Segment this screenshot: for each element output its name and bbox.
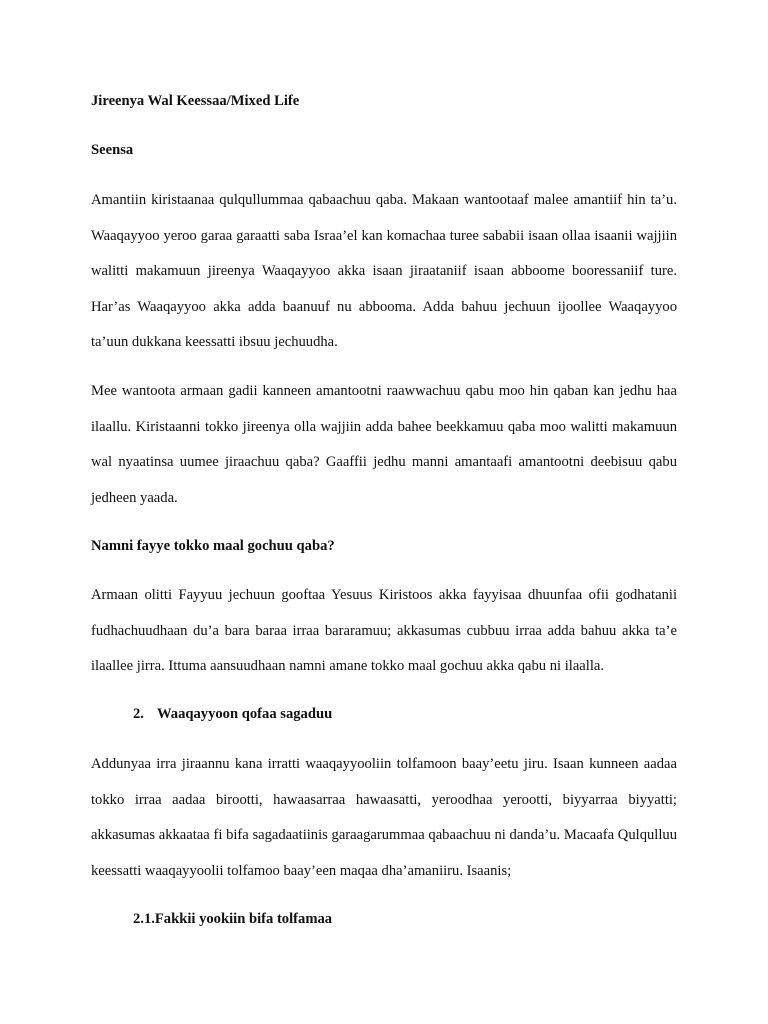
section-heading-namni-fayye: Namni fayye tokko maal gochuu qaba? [91, 538, 335, 554]
section-title: Waaqayyoon qofaa sagaduu [157, 706, 333, 722]
paragraph-intro-1: Amantiin kiristaanaa qulqullummaa qabaachuu qaba. Makaan wantootaaf malee amantiif hin ta’u. Waaqayyoo yeroo garaa garaatti saba Israa’el kan komachaa turee sababii isaan ollaa isaanii wajjiin walitti makamuun jireenya Waaqayyoo akka isaan jiraataniif isaan abboome booressaniif ture. Har’as Waaqayyoo akka adda baanuuf nu abbooma. Adda bahuu jechuun ijoollee Waaqayyoo ta’uun dukkana keessatti ibsuu jechuudha. [91, 192, 677, 350]
paragraph-namni-fayye: Armaan olitti Fayyuu jechuun gooftaa Yesuus Kiristoos akka fayyisaa dhuunfaa ofii godhatanii fudhachuudhaan du’a bara baraa irraa bararamuu; akkasumas cubbuu irraa adda bahuu akka ta’e ilaallee jirra. Ittuma aansuudhaan namni amane tokko maal gochuu akka qabu ni ilaalla. [91, 587, 677, 674]
paragraph-intro-2: Mee wantoota armaan gadii kanneen amantootni raawwachuu qabu moo hin qaban kan jedhu haa ilaallu. Kiristaanni tokko jireenya olla wajjiin adda bahee beekkamuu qaba moo walitti makamuun wal nyaatinsa uumee jiraachuu qaba? Gaaffii jedhu manni amantaafi amantootni deebisuu qabu jedheen yaada. [91, 383, 677, 506]
section-heading-2 [133, 706, 719, 723]
paragraph-section-2: Addunyaa irra jiraannu kana irratti waaqayyooliin tolfamoon baay’eetu jiru. Isaan kunneen aadaa tokko irraa aadaa birootti, hawaasarraa hawaasatti, yeroodhaa yerootti, biyyarraa biyyatti; akkasumas akkaataa fi bifa sagadaatiinis garaagarummaa qabaachuu ni danda’u. Macaafa Qulqulluu keessatti waaqayyoolii tolfamoo baay’een maqaa dha’amaniiru. Isaanis; [91, 756, 677, 879]
subsection-heading-2-1: 2.1.Fakkii yookiin bifa tolfamaa [133, 911, 333, 927]
section-heading-seensa: Seensa [91, 142, 134, 158]
section-number: 2. [133, 706, 144, 722]
document-title: Jireenya Wal Keessaa/Mixed Life [91, 93, 300, 109]
